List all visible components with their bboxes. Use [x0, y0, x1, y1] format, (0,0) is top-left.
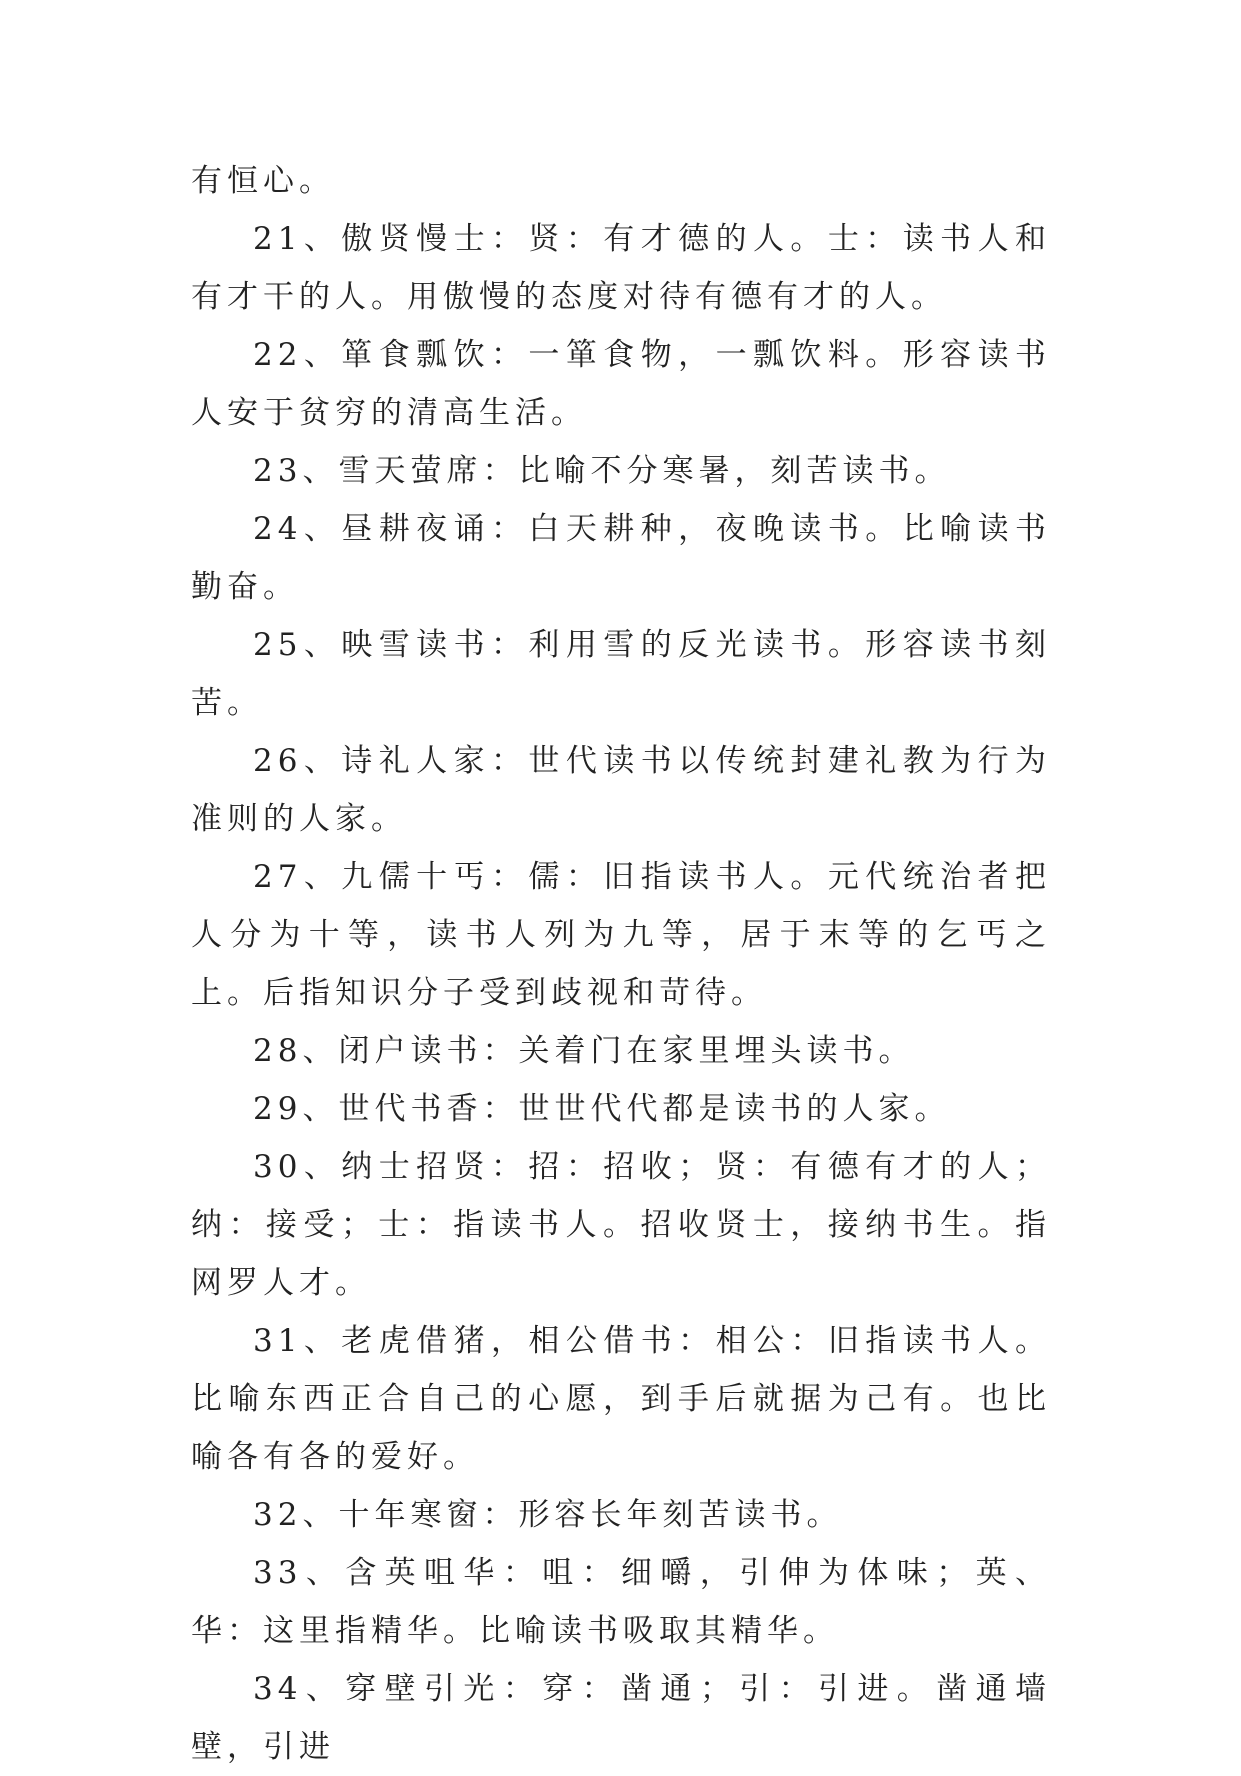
- idiom-entry-21: 21、傲贤慢士：贤：有才德的人。士：读书人和有才干的人。用傲慢的态度对待有德有才的人。: [191, 221, 1051, 315]
- idiom-entry-28: 28、闭户读书：关着门在家里埋头读书。: [253, 1033, 915, 1069]
- idiom-entry-23: 23、雪天萤席：比喻不分寒暑，刻苦读书。: [253, 453, 951, 489]
- idiom-entry-33: 33、含英咀华：咀：细嚼，引伸为体味；英、华：这里指精华。比喻读书吸取其精华。: [191, 1555, 1051, 1649]
- paragraph-continuation: 有恒心。: [191, 163, 335, 199]
- document-body: [191, 152, 1051, 1776]
- idiom-entry-25: 25、映雪读书：利用雪的反光读书。形容读书刻苦。: [191, 627, 1051, 721]
- idiom-entry-34: 34、穿壁引光：穿：凿通；引：引进。凿通墙壁，引进: [191, 1671, 1051, 1765]
- idiom-entry-22: 22、箪食瓢饮：一箪食物，一瓢饮料。形容读书人安于贫穷的清高生活。: [191, 337, 1051, 431]
- idiom-entry-26: 26、诗礼人家：世代读书以传统封建礼教为行为准则的人家。: [191, 743, 1051, 837]
- idiom-entry-24: 24、昼耕夜诵：白天耕种，夜晚读书。比喻读书勤奋。: [191, 511, 1051, 605]
- idiom-entry-32: 32、十年寒窗：形容长年刻苦读书。: [253, 1497, 843, 1533]
- idiom-entry-29: 29、世代书香：世世代代都是读书的人家。: [253, 1091, 951, 1127]
- idiom-entry-30: 30、纳士招贤：招：招收；贤：有德有才的人；纳：接受；士：指读书人。招收贤士，接纳书生。指网罗人才。: [191, 1149, 1051, 1301]
- idiom-entry-31: 31、老虎借猪，相公借书：相公：旧指读书人。比喻东西正合自己的心愿，到手后就据为己有。也比喻各有各的爱好。: [191, 1323, 1051, 1475]
- idiom-entry-27: 27、九儒十丐：儒：旧指读书人。元代统治者把人分为十等，读书人列为九等，居于末等的乞丐之上。后指知识分子受到歧视和苛待。: [191, 859, 1051, 1011]
